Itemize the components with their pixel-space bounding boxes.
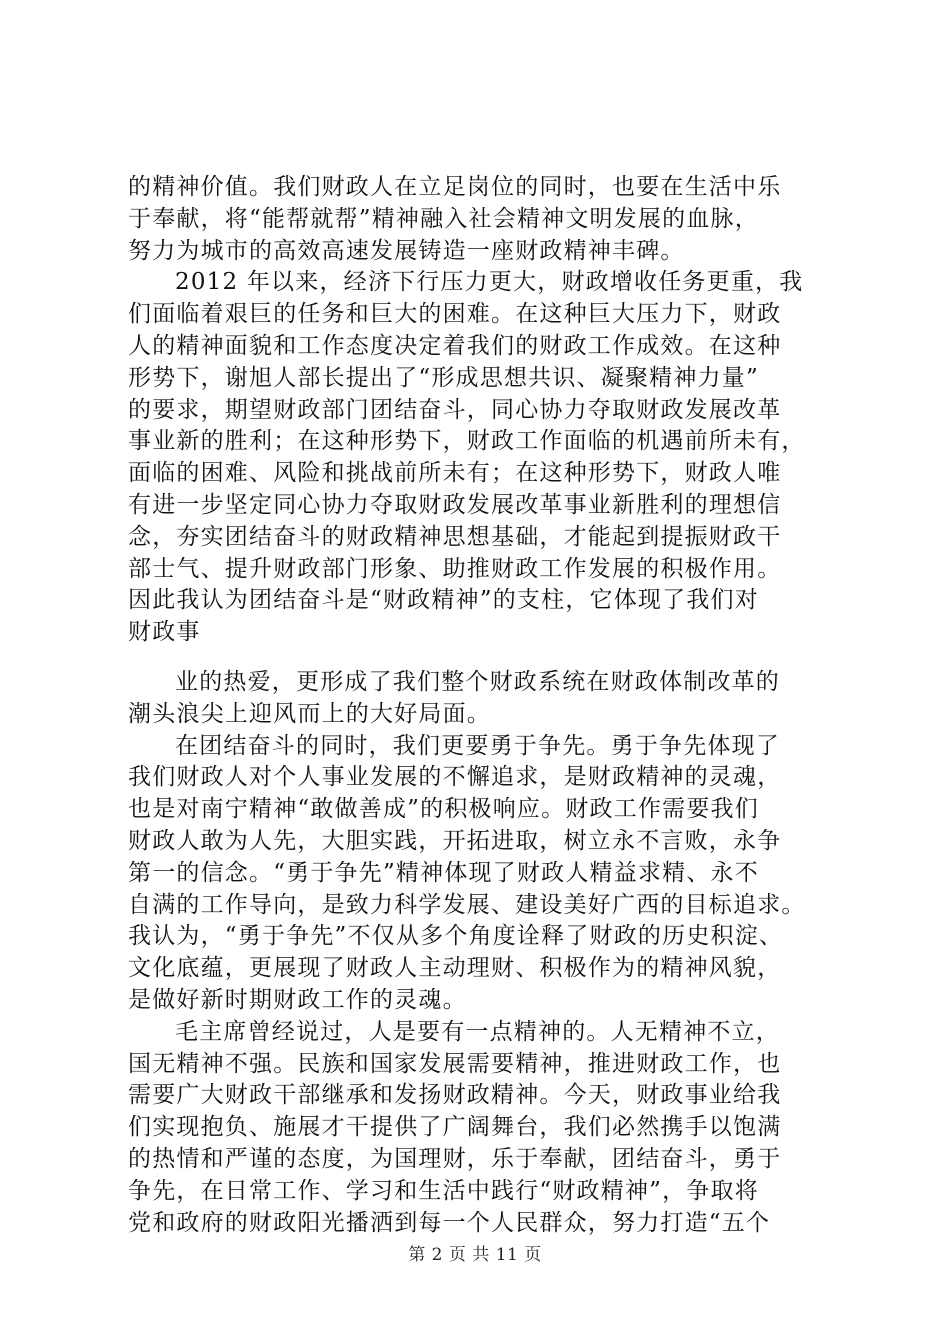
text-line: 们实现抱负、施展才干提供了广阔舞台，我们必然携手以饱满 <box>128 1114 782 1141</box>
text-line: 国无精神不强。民族和国家发展需要精神，推进财政工作，也 <box>128 1050 782 1077</box>
text-line: 是做好新时期财政工作的灵魂。 <box>128 986 467 1013</box>
document-body <box>128 172 844 1239</box>
text-line: 财政事 <box>128 619 201 646</box>
text-line: 也是对南宁精神“敢做善成”的积极响应。财政工作需要我们 <box>128 796 759 823</box>
text-line: 于奉献，将“能帮就帮”精神融入社会精神文明发展的血脉， <box>128 205 759 232</box>
text-line: 争先，在日常工作、学习和生活中践行“财政精神”，争取将 <box>128 1177 759 1204</box>
text-line: 自满的工作导向，是致力科学发展、建设美好广西的目标追求。 <box>128 891 806 918</box>
text-line: 党和政府的财政阳光播洒到每一个人民群众，努力打造“五个 <box>128 1209 771 1236</box>
text-line: 因此我认为团结奋斗是“财政精神”的支柱，它体现了我们对 <box>128 587 759 614</box>
text-line: 的要求，期望财政部门团结奋斗，同心协力夺取财政发展改革 <box>128 396 782 423</box>
paragraph-start-line: 在团结奋斗的同时，我们更要勇于争先。勇于争先体现了 <box>175 732 780 759</box>
text-line: 事业新的胜利；在这种形势下，财政工作面临的机遇前所未有， <box>128 428 806 455</box>
text-line: 财政人敢为人先，大胆实践，开拓进取，树立永不言败，永争 <box>128 827 782 854</box>
text-line: 第一的信念。“勇于争先”精神体现了财政人精益求精、永不 <box>128 859 759 886</box>
paragraph-start-line: 2012 年以来，经济下行压力更大，财政增收任务更重，我 <box>175 269 804 296</box>
page-indicator: 第 2 页 共 11 页 <box>408 1245 542 1265</box>
text-line: 的热情和严谨的态度，为国理财，乐于奉献，团结奋斗，勇于 <box>128 1145 782 1172</box>
block-gap <box>128 649 844 667</box>
text-line: 需要广大财政干部继承和发扬财政精神。今天，财政事业给我 <box>128 1082 782 1109</box>
text-line: 文化底蕴，更展现了财政人主动理财、积极作为的精神风貌， <box>128 955 782 982</box>
paragraph-start-line: 业的热爱，更形成了我们整个财政系统在财政体制改革的 <box>175 668 780 695</box>
text-line: 我认为，“勇于争先”不仅从多个角度诠释了财政的历史积淀、 <box>128 923 784 950</box>
text-line: 面临的困难、风险和挑战前所未有；在这种形势下，财政人唯 <box>128 460 782 487</box>
paragraph-start-line: 毛主席曾经说过，人是要有一点精神的。人无精神不立， <box>175 1018 780 1045</box>
text-line: 我们财政人对个人事业发展的不懈追求，是财政精神的灵魂， <box>128 764 782 791</box>
text-line: 人的精神面貌和工作态度决定着我们的财政工作成效。在这种 <box>128 332 782 359</box>
text-line: 念，夯实团结奋斗的财政精神思想基础，才能起到提振财政干 <box>128 523 782 550</box>
text-line: 形势下，谢旭人部长提出了“形成思想共识、凝聚精神力量” <box>128 364 759 391</box>
text-line: 部士气、提升财政部门形象、助推财政工作发展的积极作用。 <box>128 555 782 582</box>
text-line: 努力为城市的高效高速发展铸造一座财政精神丰碑。 <box>128 237 685 264</box>
text-line: 们面临着艰巨的任务和巨大的困难。在这种巨大压力下，财政 <box>128 301 782 328</box>
text-line: 的精神价值。我们财政人在立足岗位的同时，也要在生活中乐 <box>128 174 782 200</box>
text-line: 有进一步坚定同心协力夺取财政发展改革事业新胜利的理想信 <box>128 491 782 518</box>
text-line: 潮头浪尖上迎风而上的大好局面。 <box>128 700 491 727</box>
